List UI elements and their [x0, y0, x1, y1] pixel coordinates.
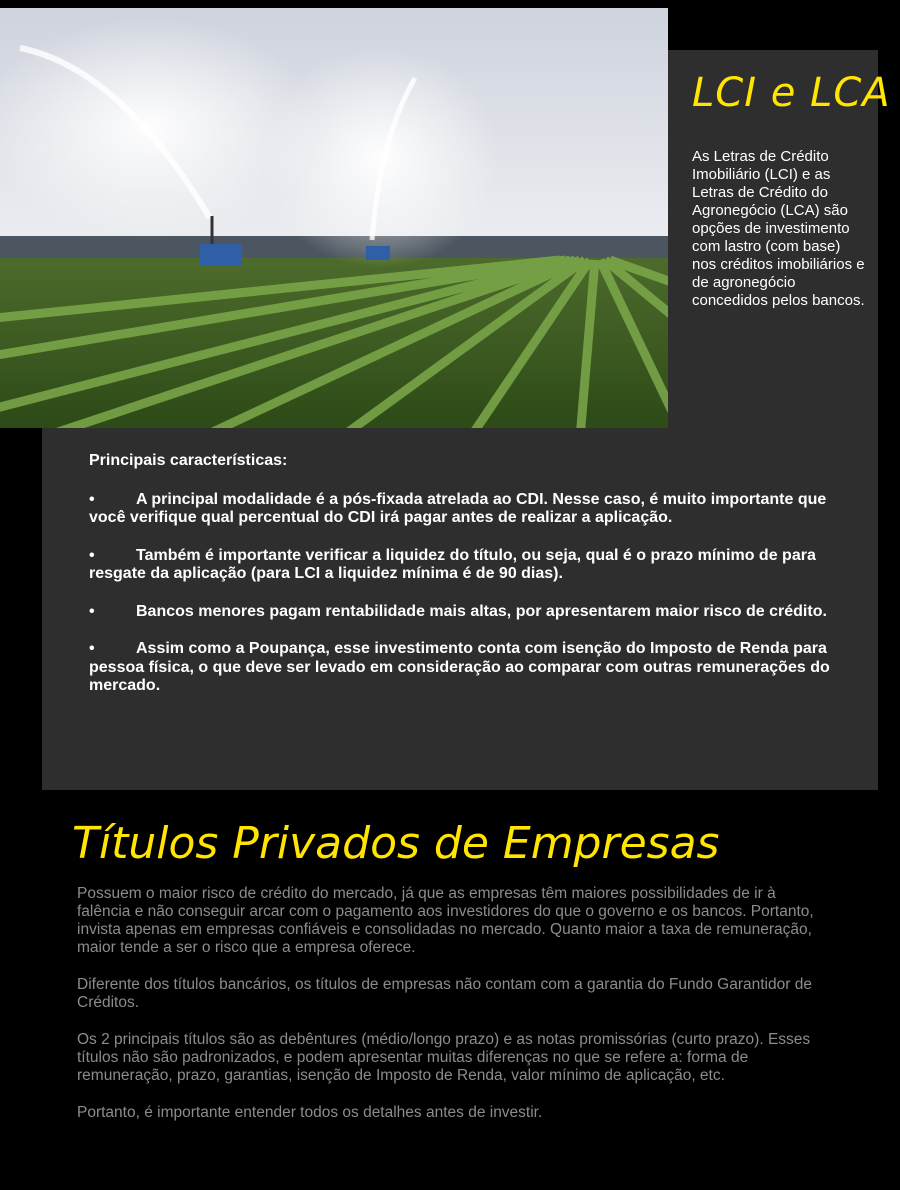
paragraph: Diferente dos títulos bancários, os títulos de empresas não contam com a garantia do Fundo Garantidor de Créditos. [77, 976, 812, 1011]
irrigation-field-illustration [0, 8, 668, 428]
features-section [89, 452, 859, 715]
feature-text: Bancos menores pagam rentabilidade mais altas, por apresentarem maior risco de crédito. [136, 602, 827, 620]
paragraph: Possuem o maior risco de crédito do mercado, já que as empresas têm maiores possibilidades de ir à falência e não conseguir arcar com o pagamento aos investidores do que o governo e os bancos. Portanto, invista apenas em empresas confiáveis e consolidadas no mercado. Quanto maior a taxa de remuneração, maior tende a ser o risco que a empresa oferece. [77, 885, 814, 956]
hero-image [0, 8, 668, 428]
bullet-icon: • [89, 602, 95, 620]
lci-intro-text: As Letras de Crédito Imobiliário (LCI) e as Letras de Crédito do Agronegócio (LCA) são opções de investimento com lastro (com base) nos créditos imobiliários e de agronegócio concedidos pelos bancos. [692, 148, 865, 309]
paragraph: Portanto, é importante entender todos os detalhes antes de investir. [77, 1104, 543, 1121]
bullet-icon: • [89, 490, 95, 508]
list-item [89, 547, 859, 584]
list-item [89, 603, 859, 622]
paragraph: Os 2 principais títulos são as debêntures (médio/longo prazo) e as notas promissórias (curto prazo). Esses títulos não são padronizados, e podem apresentar muitas diferenças no que se refere a: forma de remuneração, prazo, garantias, isenção de Imposto de Renda, valor mínimo de aplicação, etc. [77, 1031, 811, 1084]
bullet-icon: • [89, 546, 95, 564]
features-heading: Principais características: [89, 452, 288, 469]
features-list [89, 491, 859, 696]
titulos-body [77, 885, 827, 1141]
list-item [89, 640, 859, 696]
feature-text: A principal modalidade é a pós-fixada atrelada ao CDI. Nesse caso, é muito importante que você verifique qual percentual do CDI irá pagar antes de realizar a aplicação. [89, 490, 827, 526]
list-item [89, 491, 859, 528]
bullet-icon: • [89, 640, 95, 657]
feature-text: Assim como a Poupança, esse investimento conta com isenção do Imposto de Renda para pessoa física, o que deve ser levado em consideração ao comparar com outras remunerações do mercado. [89, 640, 830, 694]
lci-title: LCI e LCA [692, 70, 891, 116]
titulos-title: Títulos Privados de Empresas [72, 818, 720, 869]
feature-text: Também é importante verificar a liquidez do título, ou seja, qual é o prazo mínimo de para resgate da aplicação (para LCI a liquidez mínima é de 90 dias). [89, 546, 816, 582]
